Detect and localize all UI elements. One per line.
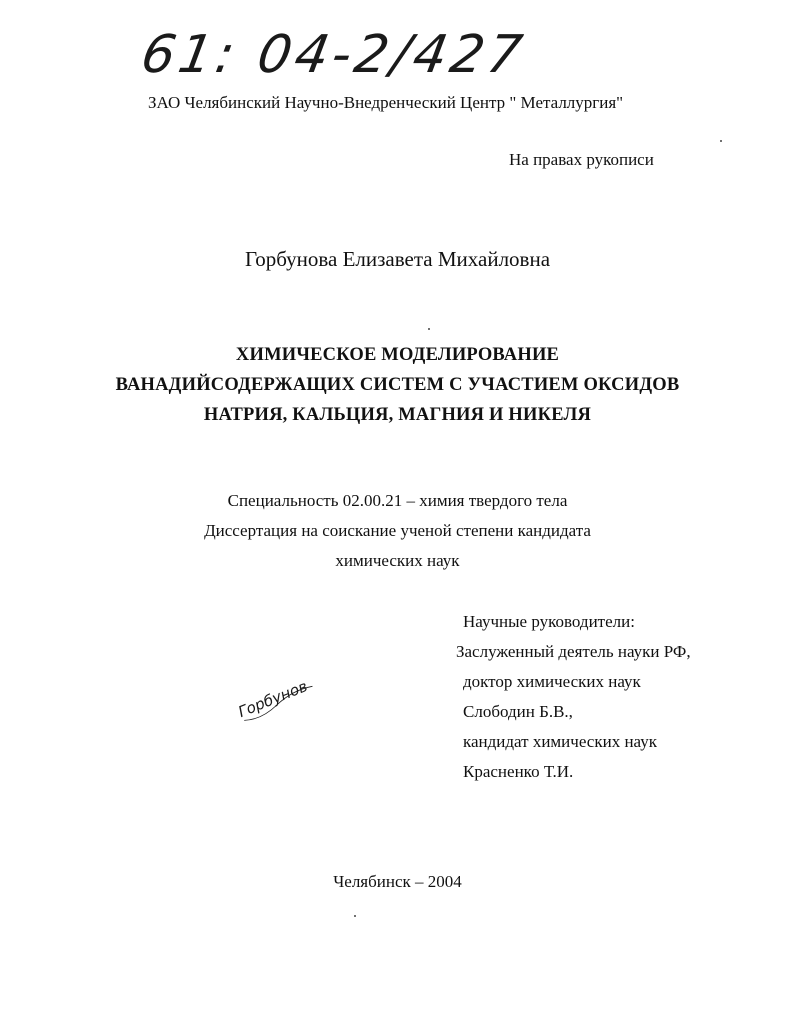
degree-field-line: химических наук [335,551,460,570]
organization-name: ЗАО Челябинский Научно-Внедренческий Центр " Металлургия" [148,93,624,112]
supervisor-line: Красненко Т.И. [463,762,574,781]
specialty-line: Специальность 02.00.21 – химия твердого тела [227,491,568,510]
city-year: Челябинск – 2004 [333,872,462,891]
title-line: ВАНАДИЙСОДЕРЖАЩИХ СИСТЕМ С УЧАСТИЕМ ОКСИДОВ [115,375,680,395]
handwritten-archive-code [136,10,531,90]
supervisor-line: доктор химических наук [463,672,641,691]
scan-speck [354,915,356,917]
specialty-block [0,486,795,576]
scan-speck [428,328,430,330]
scan-speck [720,140,722,142]
title-line: НАТРИЯ, КАЛЬЦИЯ, МАГНИЯ И НИКЕЛЯ [203,405,592,425]
archive-code-text: 61: 04-2/427 [136,24,531,85]
svg-text:Горбунов: Горбунов [235,677,311,722]
supervisor-line: кандидат химических наук [463,732,657,751]
manuscript-rights-note: На правах рукописи [509,150,654,169]
supervisor-line: Заслуженный деятель науки РФ, [456,642,691,661]
supervisors-block [456,607,691,787]
supervisors-heading: Научные руководители: [463,612,635,631]
dissertation-title [0,340,795,430]
degree-line: Диссертация на соискание ученой степени кандидата [204,521,591,540]
title-line: ХИМИЧЕСКОЕ МОДЕЛИРОВАНИЕ [235,345,560,365]
supervisor-line: Слободин Б.В., [463,702,573,721]
author-name: Горбунова Елизавета Михайловна [244,247,551,271]
author-signature [232,662,322,722]
